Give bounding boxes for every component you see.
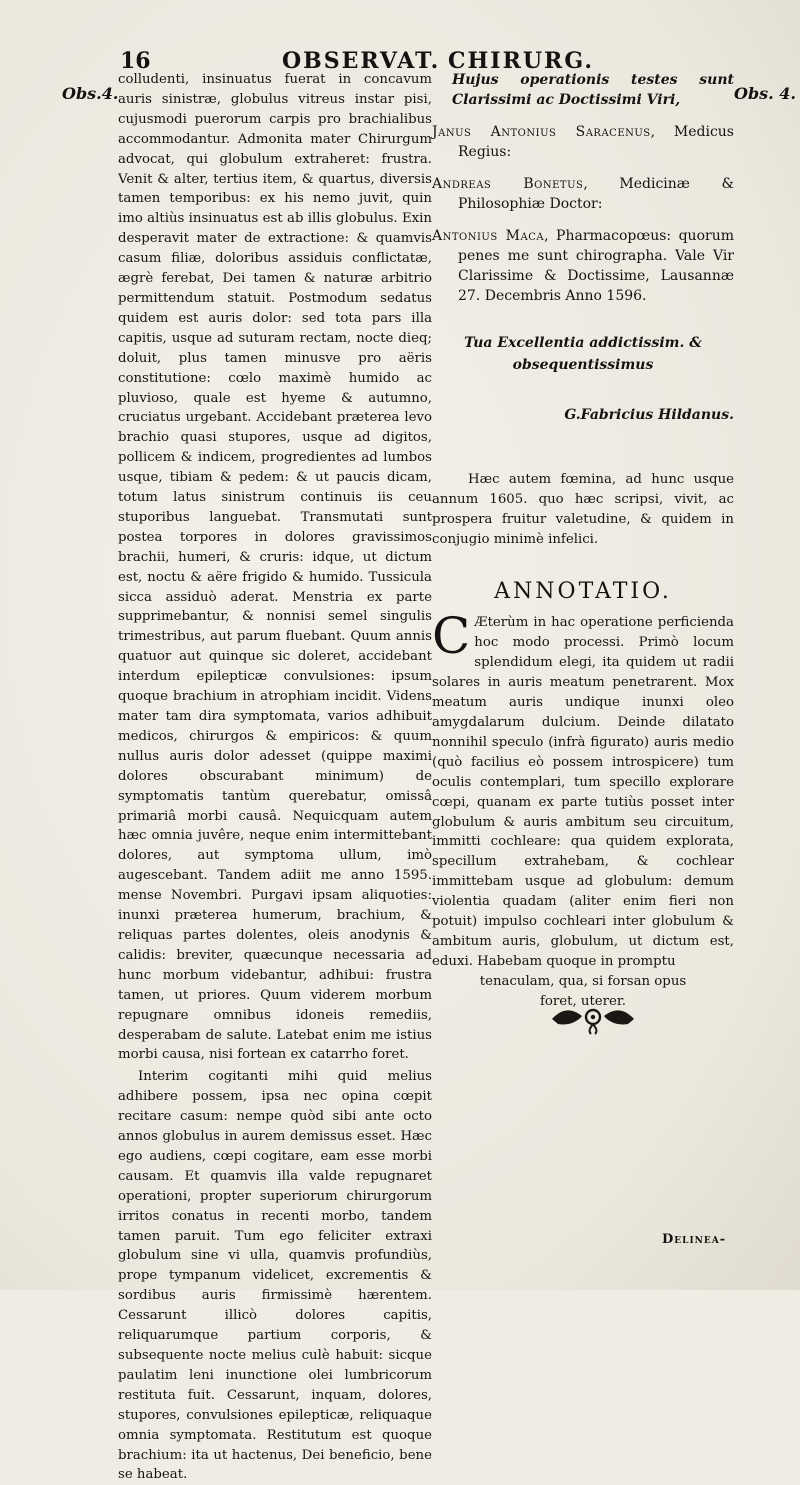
witness-name: Antonius Maca bbox=[432, 228, 545, 244]
postscript-paragraph: Hæc autem fœmina, ad hunc usque annum 1605. quo hæc scripsi, vivit, ac prospera fruitur valetudine, & quidem in conjugio minimè infelici. bbox=[432, 471, 734, 547]
witness-heading: Hujus operationis testes sunt Clarissimi ac Doctissimi Viri, bbox=[452, 72, 734, 108]
annotatio-text: Æterùm in hac operatione perficienda hoc modo processi. Primò locum splendidum elegi, ita quidem ut radii solares in auris meatum penetrarent. Mox meatum auris undique inunxi oleo amygdalarum dulcium. Deinde dilatato nonnihil speculo (infrà figurato) auris medio (quò facilius eò possem introspicere) tum oculis contemplari, tum specillo explorare cœpi, quanam ex parte tutiùs posset inter globulum & auris ambitum seu circuitum, immitti cochleare: qua quidem explorata, specillum extrahebam, & cochlear immittebam usque ad globulum: demum violentia quadam (aliter enim fieri non potuit) impulso cochleari inter globulum & ambitum auris, globulum, ut dictum est, eduxi. Habebam quoque in promptu bbox=[432, 615, 734, 969]
witness-entry bbox=[432, 122, 734, 162]
page-number: 16 bbox=[120, 48, 151, 74]
left-column bbox=[118, 70, 432, 1485]
margin-note-left: Obs.4. bbox=[62, 84, 119, 103]
annotatio-tail-1: tenaculam, qua, si forsan opus bbox=[479, 973, 687, 989]
catchword: Delinea- bbox=[662, 1232, 727, 1247]
witness-entry bbox=[432, 174, 734, 214]
witness-description: , Medicus Regius: bbox=[458, 124, 734, 160]
witness-description: , Medicinæ & Philosophiæ Doctor: bbox=[458, 176, 734, 212]
signature: G.Fabricius Hildanus. bbox=[564, 407, 734, 423]
closing-line-2: obsequentissimus bbox=[512, 357, 654, 373]
witness-name: Andreas Bonetus bbox=[432, 176, 584, 192]
witness-entry bbox=[432, 226, 734, 306]
running-head-left: OBSERVAT. bbox=[282, 48, 441, 74]
annotatio-tail-2: foret, uterer. bbox=[539, 993, 627, 1009]
right-column bbox=[432, 70, 734, 1012]
printers-ornament-icon bbox=[548, 1002, 638, 1036]
closing-salutation bbox=[432, 332, 734, 376]
running-head-right: CHIRURG. bbox=[448, 48, 595, 74]
closing-line-1: Tua Excellentia addictissim. & bbox=[464, 335, 702, 351]
margin-note-right: Obs. 4. bbox=[734, 84, 796, 103]
left-paragraph-1: colludenti, insinuatus fuerat in concavum auris sinistræ, globulus vitreus instar pisi, cujusmodi puerorum carpis pro brachialibus accommodantur. Admonita mater Chirurgum advocat, qui globulum extraheret: frustra. Venit & alter, tertius item, & quartus, diversis tamen temporibus: ex his nemo juvit, quin imo altiùs insinuatus est ab illis globulus. Exin desperavit mater de extractione: & quamvis casum filiæ, doloribus assiduis conflictatæ, ægrè ferebat, Dei tamen & naturæ arbitrio permittendum statuit. Postmodum sedatus quidem est auris dolor: sed tota pars illa capitis, usque ad suturam rectam, nocte dieq; doluit, plus tamen minusve pro aëris constitutione: cœlo maximè humido ac pluvioso, quale est hyeme & autumno, cruciatus urgebant. Accidebant præterea levo brachio quasi stupores, usque ad digitos, pollicem & indicem, progredientes ad lumbos usque, tibiam & pedem: & ut paucis dicam, totum latus sinistrum continuis iis ceu stuporibus languebat. Transmutati sunt postea torpores in dolores gravissimos brachii, humeri, & cruris: idque, ut dictum est, noctu & aëre frigido & humido. Tussicula sicca assiduò aderat. Menstria ex parte supprimebantur, & nonnisi semel singulis trimestribus, aut parum fluebant. Quum annis quatuor aut quinque sic doleret, accidebant interdum epilepticæ convulsiones: ipsum quoque brachium in atrophiam incidit. Videns mater tam dira symptomata, varios adhibuit medicos, chirurgos & empiricos: & quum nullus auris dolor adesset (quippe maximi dolores obscurabant minimum) de symptomatis tantùm querebatur, omissâ primariâ morbi causâ. Nequicquam autem hæc omnia juvêre, neque enim intermittebant dolores, aut symptoma ullum, imò augescebant. Tandem adiit me anno 1595. mense Novembri. Purgavi ipsam aliquoties: inunxi præterea humerum, brachium, & reliquas partes dolentes, oleis anodynis & calidis: breviter, quæcunque necessaria ad hunc morbum videbantur, adhibui: frustra tamen, ut priores. Quum viderem morbum repugnare omnibus idoneis remediis, desperabam de salute. Latebat enim me istius morbi causa, nisi fortean ex catarrho foret. bbox=[118, 72, 432, 1063]
witness-description: , Pharmacopœus: quorum penes me sunt chirographa. Vale Vir Clarissime & Doctissime, Lausannæ 27. Decembris Anno 1596. bbox=[458, 228, 734, 304]
annotatio-title: ANNOTATIO. bbox=[494, 578, 672, 604]
left-paragraph-2: Interim cogitanti mihi quid melius adhibere possem, ipsa nec opina cœpit recitare casum: nempe quòd sibi ante octo annos globulus in aurem demissus esset. Hæc ego audiens, cœpi cogitare, eam esse morbi causam. Et quamvis illa valde repugnaret operationi, propter superiorum chirurgorum irritos conatus in recenti morbo, tandem tamen paruit. Tum ego feliciter extraxi globulum sine vi ulla, quamvis profundiùs, prope tympanum videlicet, excrementis & sordibus auris firmissimè hærentem. Cessarunt illicò dolores capitis, reliquarumque partium corporis, & subsequente nocte melius culè habuit: sicque paulatim leni inunctione olei lumbricorum restituta fuit. Cessarunt, inquam, dolores, stupores, convulsiones epilepticæ, reliquaque omnia symptomata. Restitutum est quoque brachium: ita ut hactenus, Dei beneficio, bene se habeat. bbox=[118, 1069, 432, 1483]
witness-name: Janus Antonius Saracenus bbox=[432, 124, 651, 140]
annotatio-paragraph bbox=[432, 607, 734, 1011]
drop-cap: C bbox=[432, 607, 471, 666]
